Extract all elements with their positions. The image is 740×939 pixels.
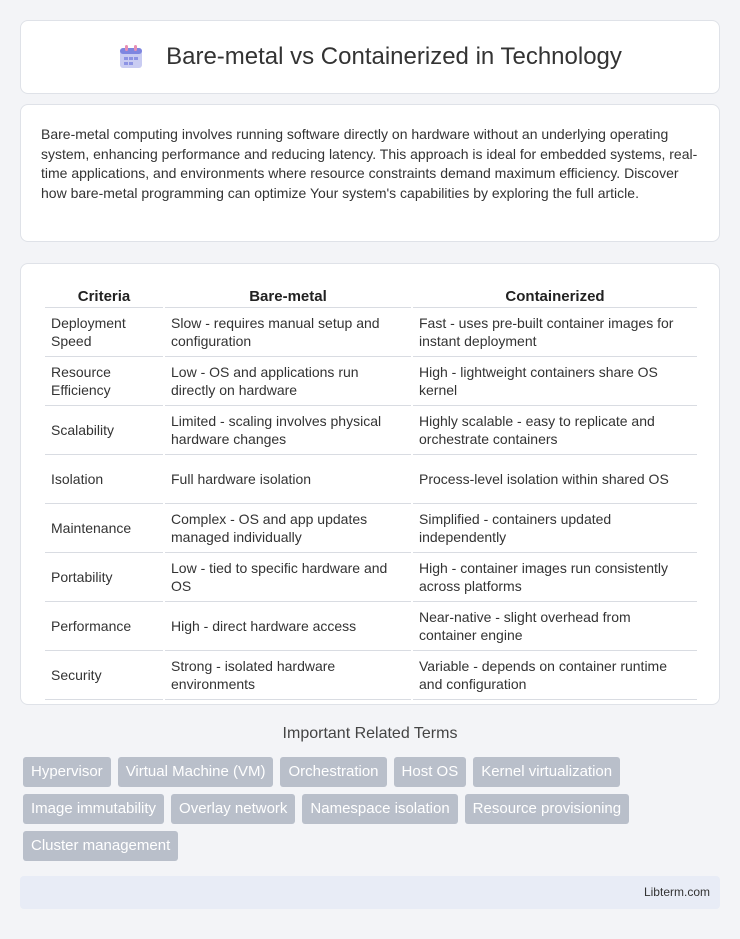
cell-bare-metal: Strong - isolated hardware environments: [165, 651, 411, 700]
cell-bare-metal: Low - OS and applications run directly on hardware: [165, 357, 411, 406]
cell-bare-metal: Slow - requires manual setup and configuration: [165, 308, 411, 357]
header-containerized: Containerized: [413, 286, 697, 308]
header-criteria: Criteria: [45, 286, 163, 308]
table-row: [45, 651, 697, 700]
title-card: [20, 20, 720, 94]
cell-criteria: Maintenance: [45, 504, 163, 553]
cell-containerized: Process-level isolation within shared OS: [413, 455, 697, 504]
related-terms-heading: Important Related Terms: [282, 725, 458, 742]
tag-kernel-virtualization[interactable]: Kernel virtualization: [473, 757, 620, 787]
comparison-table: [43, 286, 699, 700]
cell-criteria: Isolation: [45, 455, 163, 504]
tag-cluster-management[interactable]: Cluster management: [23, 831, 178, 861]
table-row: [45, 602, 697, 651]
tag-orchestration[interactable]: Orchestration: [280, 757, 386, 787]
cell-criteria: Performance: [45, 602, 163, 651]
tag-namespace-isolation[interactable]: Namespace isolation: [302, 794, 457, 824]
table-row: [45, 308, 697, 357]
intro-card: [20, 104, 720, 242]
cell-bare-metal: High - direct hardware access: [165, 602, 411, 651]
intro-text: Bare-metal computing involves running software directly on hardware without an underlying operating system, enhancing performance and reducing latency. This approach is ideal for embedded systems, real-time applications, and environments where resource constraints demand maximum efficiency. Discover how bare-metal programming can optimize Your system's capabilities by exploring the full article.: [41, 126, 698, 201]
cell-containerized: Near-native - slight overhead from container engine: [413, 602, 697, 651]
cell-containerized: High - lightweight containers share OS kernel: [413, 357, 697, 406]
cell-criteria: Resource Efficiency: [45, 357, 163, 406]
table-row: [45, 553, 697, 602]
table-row: [45, 357, 697, 406]
cell-containerized: Variable - depends on container runtime and configuration: [413, 651, 697, 700]
cell-criteria: Deployment Speed: [45, 308, 163, 357]
cell-bare-metal: Low - tied to specific hardware and OS: [165, 553, 411, 602]
cell-bare-metal: Full hardware isolation: [165, 455, 411, 504]
footer-site-link[interactable]: Libterm.com: [643, 885, 710, 899]
cell-containerized: Fast - uses pre-built container images for instant deployment: [413, 308, 697, 357]
calendar-icon: [118, 44, 144, 70]
cell-bare-metal: Complex - OS and app updates managed individually: [165, 504, 411, 553]
cell-criteria: Portability: [45, 553, 163, 602]
cell-containerized: Simplified - containers updated independently: [413, 504, 697, 553]
header-bare-metal: Bare-metal: [165, 286, 411, 308]
cell-containerized: High - container images run consistently across platforms: [413, 553, 697, 602]
table-header-row: [45, 286, 697, 308]
table-row: [45, 455, 697, 504]
cell-criteria: Security: [45, 651, 163, 700]
cell-bare-metal: Limited - scaling involves physical hardware changes: [165, 406, 411, 455]
tag-resource-provisioning[interactable]: Resource provisioning: [465, 794, 629, 824]
tag-host-os[interactable]: Host OS: [394, 757, 467, 787]
table-row: [45, 406, 697, 455]
tag-overlay-network[interactable]: Overlay network: [171, 794, 295, 824]
related-terms-list: [23, 757, 703, 868]
page-title: Bare-metal vs Containerized in Technology: [166, 43, 622, 70]
tag-hypervisor[interactable]: Hypervisor: [23, 757, 111, 787]
tag-image-immutability[interactable]: Image immutability: [23, 794, 164, 824]
cell-criteria: Scalability: [45, 406, 163, 455]
cell-containerized: Highly scalable - easy to replicate and orchestrate containers: [413, 406, 697, 455]
comparison-table-card: [20, 263, 720, 705]
tag-virtual-machine[interactable]: Virtual Machine (VM): [118, 757, 274, 787]
footer: [20, 876, 720, 909]
table-row: [45, 504, 697, 553]
